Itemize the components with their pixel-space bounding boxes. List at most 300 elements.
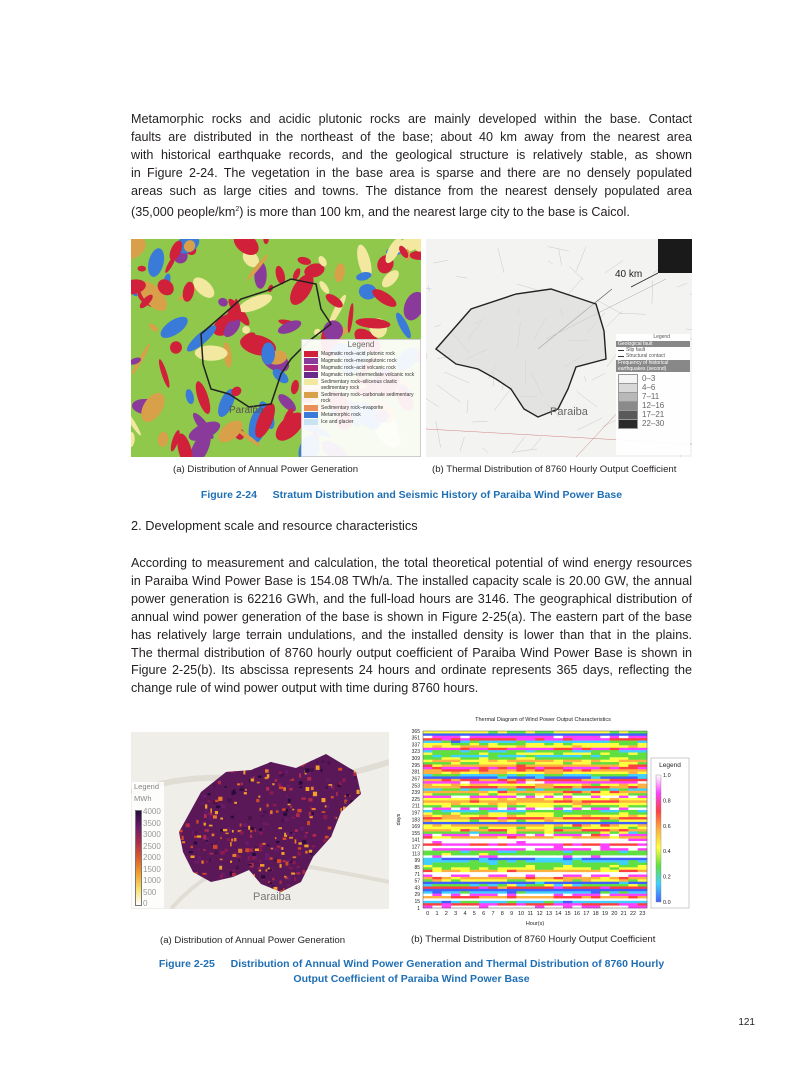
heatmap-cell	[423, 827, 433, 830]
heatmap-cell	[563, 875, 573, 878]
heatmap-cell	[432, 896, 442, 899]
heatmap-cell	[516, 798, 526, 801]
heatmap-cell	[516, 843, 526, 846]
heatmap-cell	[526, 872, 536, 875]
heatmap-cell	[591, 834, 601, 837]
heatmap-cell	[563, 870, 573, 873]
heatmap-cell	[423, 875, 433, 878]
heatmap-cell	[638, 803, 648, 806]
heatmap-cell	[516, 769, 526, 772]
heatmap-cell	[507, 736, 517, 739]
heatmap-cell	[488, 898, 498, 901]
heatmap-cell	[610, 750, 620, 753]
generation-cell	[225, 786, 227, 788]
heatmap-cell	[638, 834, 648, 837]
heatmap-cell	[544, 884, 554, 887]
heatmap-cell	[535, 834, 545, 837]
heatmap-cell	[535, 836, 545, 839]
heatmap-cell	[638, 753, 648, 756]
generation-cell	[233, 854, 236, 856]
heatmap-cell	[535, 793, 545, 796]
heatmap-cell	[619, 836, 629, 839]
heatmap-cell	[628, 779, 638, 782]
generation-cell	[206, 874, 208, 876]
heatmap-cell	[479, 805, 489, 808]
heatmap-cell	[516, 772, 526, 775]
heatmap-cell	[423, 889, 433, 892]
heatmap-cell	[526, 805, 536, 808]
heatmap-cell	[423, 851, 433, 854]
heatmap-cell	[479, 753, 489, 756]
heatmap-cell	[535, 791, 545, 794]
heatmap-cell	[526, 731, 536, 734]
heatmap-cell	[619, 738, 629, 741]
heatmap-cell	[638, 764, 648, 767]
heatmap-cell	[591, 791, 601, 794]
heatmap-cell	[507, 776, 517, 779]
heatmap-cell	[628, 894, 638, 897]
heatmap-cell	[526, 834, 536, 837]
heatmap-cell	[507, 769, 517, 772]
generation-cell	[322, 811, 326, 813]
heatmap-cell	[507, 810, 517, 813]
heatmap-cell	[479, 903, 489, 906]
heatmap-cell	[582, 836, 592, 839]
heatmap-cell	[638, 836, 648, 839]
heatmap-cell	[442, 745, 452, 748]
heatmap-cell	[638, 822, 648, 825]
heatmap-cell	[563, 748, 573, 751]
legend-label: Magmatic rock–acid plutonic rock	[321, 351, 395, 357]
heatmap-cell	[479, 779, 489, 782]
generation-cell	[258, 867, 262, 870]
heatmap-cell	[460, 786, 470, 789]
generation-cell	[277, 859, 281, 863]
heatmap-cell	[451, 786, 461, 789]
x-tick-label: 8	[500, 911, 504, 917]
heatmap-cell	[535, 755, 545, 758]
heatmap-cell	[423, 846, 433, 849]
heatmap-cell	[563, 767, 573, 770]
heatmap-cell	[488, 846, 498, 849]
heatmap-cell	[470, 733, 480, 736]
generation-cell	[182, 841, 185, 843]
heatmap-cell	[582, 882, 592, 885]
heatmap-cell	[544, 796, 554, 799]
heatmap-cell	[507, 884, 517, 887]
heatmap-cell	[591, 796, 601, 799]
generation-cell	[259, 870, 261, 872]
heatmap-cell	[544, 745, 554, 748]
x-tick-label: 9	[510, 911, 514, 917]
heatmap-cell	[479, 898, 489, 901]
legend-item	[304, 358, 418, 364]
heatmap-cell	[423, 855, 433, 858]
heatmap-cell	[638, 736, 648, 739]
heatmap-cell	[442, 843, 452, 846]
heatmap-cell	[619, 791, 629, 794]
heatmap-cell	[619, 781, 629, 784]
heatmap-cell	[572, 805, 582, 808]
generation-cell	[283, 812, 287, 816]
heatmap-cell	[507, 879, 517, 882]
heatmap-cell	[591, 841, 601, 844]
heatmap-cell	[535, 784, 545, 787]
heatmap-cell	[600, 733, 610, 736]
heatmap-cell	[470, 774, 480, 777]
heatmap-cell	[628, 886, 638, 889]
heatmap-cell	[619, 774, 629, 777]
heatmap-cell	[442, 772, 452, 775]
heatmap-cell	[442, 853, 452, 856]
heatmap-cell	[498, 781, 508, 784]
generation-cell	[327, 761, 330, 764]
heatmap-cell	[600, 753, 610, 756]
heatmap-cell	[554, 867, 564, 870]
heatmap-cell	[638, 903, 648, 906]
colorbar-tick-label: 0.4	[663, 849, 671, 856]
heatmap-cell	[610, 781, 620, 784]
heatmap-cell	[628, 851, 638, 854]
heatmap-cell	[432, 748, 442, 751]
heatmap-cell	[498, 829, 508, 832]
heatmap-cell	[470, 875, 480, 878]
heatmap-cell	[507, 903, 517, 906]
heatmap-cell	[488, 774, 498, 777]
generation-cell	[344, 795, 346, 797]
heatmap-cell	[582, 858, 592, 861]
heatmap-cell	[554, 793, 564, 796]
heatmap-cell	[526, 841, 536, 844]
heatmap-cell	[460, 798, 470, 801]
heatmap-cell	[451, 882, 461, 885]
heatmap-cell	[432, 882, 442, 885]
heatmap-cell	[610, 839, 620, 842]
heatmap-cell	[544, 877, 554, 880]
heatmap-cell	[572, 884, 582, 887]
heatmap-cell	[460, 791, 470, 794]
heatmap-cell	[544, 886, 554, 889]
heatmap-cell	[638, 827, 648, 830]
heatmap-cell	[610, 810, 620, 813]
heatmap-cell	[423, 762, 433, 765]
heatmap-cell	[535, 875, 545, 878]
heatmap-cell	[470, 736, 480, 739]
heatmap-cell	[610, 764, 620, 767]
generation-cell	[218, 781, 221, 785]
heatmap-cell	[432, 738, 442, 741]
heatmap-cell	[610, 769, 620, 772]
heatmap-cell	[619, 745, 629, 748]
heatmap-cell	[516, 896, 526, 899]
heatmap-cell	[488, 894, 498, 897]
heatmap-cell	[572, 812, 582, 815]
heatmap-cell	[610, 851, 620, 854]
generation-cell	[249, 779, 251, 783]
heatmap-cell	[582, 764, 592, 767]
heatmap-cell	[610, 762, 620, 765]
heatmap-cell	[423, 743, 433, 746]
heatmap-cell	[460, 736, 470, 739]
heatmap-cell	[582, 743, 592, 746]
generation-cell	[248, 864, 251, 866]
heatmap-cell	[600, 779, 610, 782]
heatmap-cell	[470, 743, 480, 746]
generation-cell	[255, 829, 257, 832]
heatmap-cell	[544, 898, 554, 901]
generation-cell	[260, 808, 262, 811]
heatmap-cell	[638, 865, 648, 868]
heatmap-cell	[535, 764, 545, 767]
heatmap-cell	[563, 793, 573, 796]
heatmap-cell	[600, 858, 610, 861]
heatmap-cell	[526, 743, 536, 746]
heatmap-cell	[591, 798, 601, 801]
generation-cell	[339, 782, 342, 786]
heatmap-cell	[507, 812, 517, 815]
heatmap-cell	[582, 841, 592, 844]
heatmap-cell	[600, 839, 610, 842]
heatmap-cell	[516, 808, 526, 811]
heatmap-cell	[442, 896, 452, 899]
heatmap-cell	[619, 810, 629, 813]
heatmap-cell	[582, 757, 592, 760]
heatmap-cell	[544, 784, 554, 787]
heatmap-cell	[442, 839, 452, 842]
heatmap-cell	[554, 853, 564, 856]
heatmap-cell	[507, 808, 517, 811]
heatmap-cell	[507, 863, 517, 866]
heatmap-cell	[610, 855, 620, 858]
heatmap-cell	[535, 769, 545, 772]
x-tick-label: 5	[472, 911, 476, 917]
heatmap-cell	[498, 817, 508, 820]
heatmap-cell	[507, 896, 517, 899]
heatmap-cell	[582, 824, 592, 827]
generation-cell	[311, 787, 314, 790]
heatmap-cell	[544, 846, 554, 849]
heatmap-cell	[554, 781, 564, 784]
heatmap-cell	[516, 800, 526, 803]
heatmap-cell	[582, 889, 592, 892]
generation-cell	[201, 861, 203, 864]
heatmap-cell	[544, 896, 554, 899]
heatmap-cell	[610, 793, 620, 796]
heatmap-cell	[563, 803, 573, 806]
heatmap-cell	[544, 841, 554, 844]
heatmap-cell	[619, 788, 629, 791]
heatmap-cell	[535, 810, 545, 813]
heatmap-cell	[423, 901, 433, 904]
heatmap-cell	[591, 824, 601, 827]
heatmap-cell	[600, 743, 610, 746]
heatmap-cell	[432, 774, 442, 777]
y-tick-label: 85	[414, 864, 420, 871]
heatmap-cell	[563, 860, 573, 863]
generation-cell	[307, 777, 311, 781]
heatmap-cell	[563, 901, 573, 904]
heatmap-cell	[544, 891, 554, 894]
heatmap-cell	[610, 891, 620, 894]
heatmap-cell	[628, 855, 638, 858]
heatmap-cell	[451, 898, 461, 901]
generation-cell	[196, 820, 198, 824]
generation-cell	[278, 783, 282, 787]
heatmap-cell	[563, 753, 573, 756]
heatmap-cell	[600, 824, 610, 827]
heatmap-cell	[488, 743, 498, 746]
heatmap-cell	[535, 841, 545, 844]
heatmap-cell	[610, 743, 620, 746]
heatmap-cell	[572, 889, 582, 892]
legend-header: Frequency of historical earthquakes (second)	[616, 360, 690, 372]
heatmap-cell	[442, 848, 452, 851]
generation-cell	[227, 799, 231, 803]
place-label: Paraiba	[550, 406, 588, 418]
fig24-caption: Figure 2-24 Stratum Distribution and Seismic History of Paraiba Wind Power Base	[200, 489, 623, 501]
heatmap-cell	[470, 846, 480, 849]
heatmap-cell	[498, 884, 508, 887]
heatmap-cell	[563, 800, 573, 803]
legend-items	[302, 351, 420, 425]
heatmap-cell	[619, 829, 629, 832]
heatmap-cell	[582, 901, 592, 904]
generation-cell	[241, 783, 243, 786]
heatmap-cell	[619, 894, 629, 897]
intro-line: with historical earthquake records, and the geological structure is relatively stable, as shown	[131, 147, 692, 162]
heatmap-cell	[563, 815, 573, 818]
heatmap-cell	[610, 808, 620, 811]
generation-cell	[210, 808, 212, 812]
heatmap-cell	[442, 882, 452, 885]
heatmap-cell	[591, 774, 601, 777]
heatmap-cell	[600, 745, 610, 748]
heatmap-cell	[628, 755, 638, 758]
heatmap-cell	[516, 774, 526, 777]
heatmap-cell	[470, 776, 480, 779]
y-tick-label: 99	[414, 858, 420, 865]
heatmap-cell	[638, 791, 648, 794]
heatmap-cell	[516, 841, 526, 844]
heatmap-cell	[451, 796, 461, 799]
generation-cell	[218, 797, 222, 801]
generation-cell	[307, 772, 312, 775]
heatmap-cell	[600, 750, 610, 753]
heatmap-cell	[628, 784, 638, 787]
heatmap-cell	[554, 748, 564, 751]
generation-cell	[250, 835, 252, 838]
heatmap-cell	[554, 898, 564, 901]
generation-cell	[286, 809, 289, 812]
heatmap-cell	[470, 796, 480, 799]
generation-cell	[263, 843, 266, 845]
heatmap-cell	[488, 836, 498, 839]
legend-swatch	[304, 379, 318, 385]
heatmap-cell	[619, 786, 629, 789]
heatmap-cell	[572, 846, 582, 849]
generation-cell	[309, 850, 312, 853]
heatmap-cell	[600, 760, 610, 763]
heatmap-cell	[498, 831, 508, 834]
heatmap-cell	[591, 903, 601, 906]
heatmap-cell	[470, 836, 480, 839]
heatmap-cell	[610, 882, 620, 885]
heatmap-cell	[582, 851, 592, 854]
fig25-caption	[120, 957, 703, 987]
heatmap-cell	[563, 891, 573, 894]
heatmap-cell	[432, 836, 442, 839]
heatmap-cell	[516, 901, 526, 904]
heatmap-cell	[563, 796, 573, 799]
heatmap-cell	[451, 805, 461, 808]
heatmap-cell	[535, 889, 545, 892]
heatmap-cell	[451, 848, 461, 851]
heatmap-cell	[610, 786, 620, 789]
heatmap-cell	[451, 757, 461, 760]
legend-label: Sedimentary rock–siliceous clastic sedimentary rock	[321, 379, 398, 391]
heatmap-cell	[498, 796, 508, 799]
y-tick-label: 113	[412, 851, 420, 858]
generation-cell	[310, 806, 312, 809]
heatmap-cell	[535, 846, 545, 849]
legend-values	[143, 807, 165, 907]
heatmap-cell	[460, 860, 470, 863]
heatmap-cell	[451, 820, 461, 823]
heatmap-cell	[460, 753, 470, 756]
heatmap-cell	[544, 753, 554, 756]
heatmap-cell	[460, 865, 470, 868]
heatmap-cell	[423, 731, 433, 734]
heatmap-cell	[498, 772, 508, 775]
heatmap-cell	[507, 843, 517, 846]
heatmap-cell	[479, 755, 489, 758]
heatmap-cell	[498, 891, 508, 894]
heatmap-cell	[628, 798, 638, 801]
heatmap-cell	[544, 843, 554, 846]
heatmap-cell	[610, 853, 620, 856]
y-tick-label: 71	[414, 871, 420, 878]
heatmap-cell	[479, 820, 489, 823]
heatmap-cell	[610, 860, 620, 863]
legend-title: Legend	[134, 782, 160, 791]
heatmap-cell	[591, 760, 601, 763]
heatmap-cell	[591, 867, 601, 870]
colorbar-tick-label: 0.8	[663, 798, 671, 805]
heatmap-cell	[610, 748, 620, 751]
heatmap-cell	[582, 812, 592, 815]
x-tick-label: 3	[454, 911, 458, 917]
heatmap-cell	[460, 760, 470, 763]
heatmap-cell	[451, 810, 461, 813]
heatmap-cell	[628, 824, 638, 827]
heatmap-cell	[498, 733, 508, 736]
heatmap-cell	[572, 872, 582, 875]
heatmap-cell	[600, 767, 610, 770]
heatmap-cell	[582, 846, 592, 849]
generation-cell	[305, 832, 308, 834]
heatmap-cell	[451, 815, 461, 818]
generation-cell	[287, 785, 290, 788]
heatmap-cell	[591, 901, 601, 904]
heatmap-cell	[572, 786, 582, 789]
generation-cell	[296, 872, 300, 874]
heatmap-cell	[460, 894, 470, 897]
heatmap-cell	[442, 764, 452, 767]
heatmap-cell	[554, 764, 564, 767]
heatmap-cell	[591, 745, 601, 748]
heatmap-cell	[554, 772, 564, 775]
heatmap-cell	[563, 872, 573, 875]
